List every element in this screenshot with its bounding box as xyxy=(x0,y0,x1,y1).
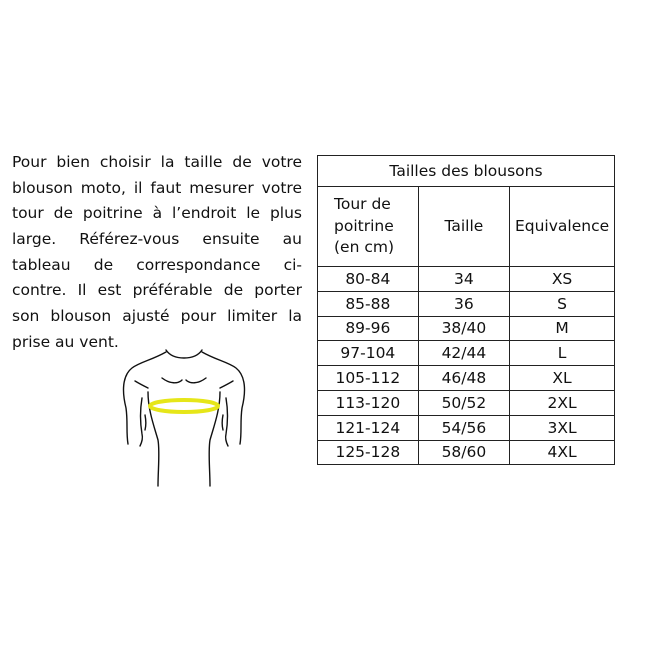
intro-line: large. Référez-vous ensuite au xyxy=(12,230,302,249)
cell-equivalence: 2XL xyxy=(510,390,615,415)
cell-taille: 38/40 xyxy=(418,316,509,341)
table-row xyxy=(318,390,615,415)
cell-tour: 80-84 xyxy=(318,267,419,292)
table-row xyxy=(318,440,615,465)
header-tour-line: (en cm) xyxy=(334,238,395,257)
cell-tour: 97-104 xyxy=(318,341,419,366)
cell-equivalence: XL xyxy=(510,366,615,391)
cell-tour: 105-112 xyxy=(318,366,419,391)
intro-line: blouson moto, il faut mesurer votre xyxy=(12,178,302,197)
header-tour-de-poitrine xyxy=(318,187,419,267)
header-equivalence: Equivalence xyxy=(510,187,615,267)
cell-equivalence: 4XL xyxy=(510,440,615,465)
intro-line: Pour bien choisir la taille de votre xyxy=(12,153,302,171)
torso-outline xyxy=(124,350,245,486)
table-row xyxy=(318,267,615,292)
cell-taille: 50/52 xyxy=(418,390,509,415)
cell-taille: 46/48 xyxy=(418,366,509,391)
table-row xyxy=(318,366,615,391)
cell-tour: 113-120 xyxy=(318,390,419,415)
cell-equivalence: M xyxy=(510,316,615,341)
torso-chest-measurement-icon xyxy=(118,348,252,488)
chest-measurement-band xyxy=(150,400,218,412)
table-caption: Tailles des blousons xyxy=(318,156,615,187)
cell-taille: 36 xyxy=(418,291,509,316)
intro-line: tour de poitrine à l’endroit le plus xyxy=(12,204,302,223)
cell-equivalence: 3XL xyxy=(510,415,615,440)
intro-paragraph xyxy=(12,150,302,356)
header-tour-line: poitrine xyxy=(334,216,394,235)
cell-tour: 125-128 xyxy=(318,440,419,465)
table-row xyxy=(318,316,615,341)
size-table xyxy=(317,155,615,465)
table-caption-row xyxy=(318,156,615,187)
cell-tour: 121-124 xyxy=(318,415,419,440)
cell-equivalence: S xyxy=(510,291,615,316)
header-taille: Taille xyxy=(418,187,509,267)
cell-equivalence: L xyxy=(510,341,615,366)
header-tour-line: Tour de xyxy=(334,195,391,214)
cell-tour: 89-96 xyxy=(318,316,419,341)
cell-taille: 42/44 xyxy=(418,341,509,366)
table-header-row xyxy=(318,187,615,267)
cell-tour: 85-88 xyxy=(318,291,419,316)
cell-taille: 54/56 xyxy=(418,415,509,440)
intro-line: son blouson ajusté pour limiter la xyxy=(12,307,302,326)
cell-equivalence: XS xyxy=(510,267,615,292)
table-row xyxy=(318,415,615,440)
intro-line: tableau de correspondance ci- xyxy=(12,255,302,274)
cell-taille: 58/60 xyxy=(418,440,509,465)
table-row xyxy=(318,291,615,316)
table-row xyxy=(318,341,615,366)
intro-line: prise au vent. xyxy=(12,332,119,351)
cell-taille: 34 xyxy=(418,267,509,292)
intro-line: contre. Il est préférable de porter xyxy=(12,281,302,300)
